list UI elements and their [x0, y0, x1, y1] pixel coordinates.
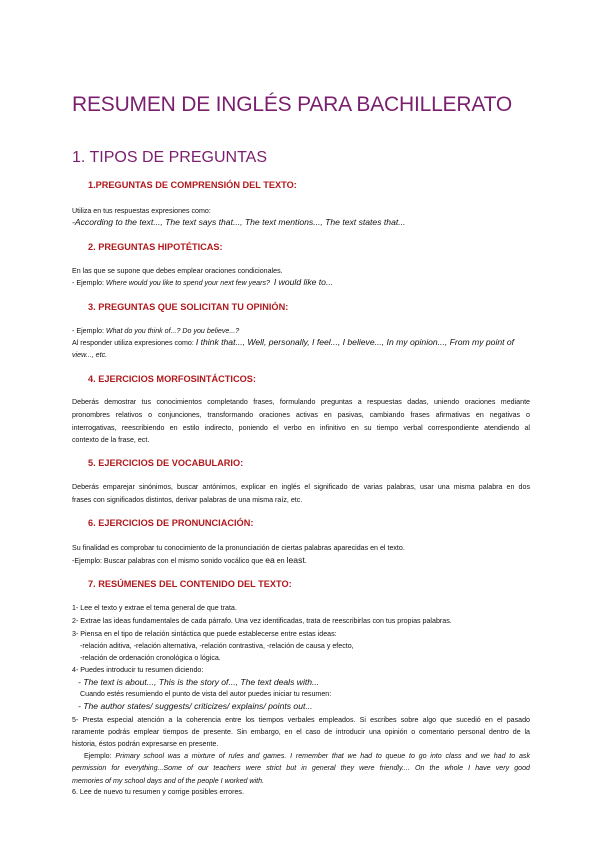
example-label: - Ejemplo:	[72, 327, 106, 335]
example-questions: What do you think of...? Do you believe...?	[105, 327, 240, 335]
resumen-step-4: 4- Puedes introducir tu resumen diciendo:	[72, 666, 204, 674]
opinion-expressions	[72, 337, 514, 350]
example-line	[72, 750, 530, 762]
paragraph-line: Deberás emparejar sinónimos, buscar antónimos, explicar en inglés el significado de varias palabras, usar una misma palabra en dos	[72, 483, 530, 491]
paragraph-line: frases con significados distintos, derivar palabras de una misma raíz, etc.	[72, 495, 303, 504]
morfosintacticos-paragraph	[72, 396, 530, 447]
expressions-label: Al responder utiliza expresiones como:	[72, 339, 196, 347]
expressions-list: I think that..., Well, personally, I feel..., I believe..., In my opinion..., From my point of	[195, 337, 515, 347]
hipoteticas-intro: En las que se supone que debes emplear oraciones condicionales.	[72, 267, 283, 275]
paragraph-line: contexto de la frase, ect.	[72, 436, 150, 445]
paragraph-line: 5- Presta especial atención a la coherencia entre los tiempos verbales empleados. Si escribes sobre algo que sucedió en el pasado	[72, 716, 530, 724]
paragraph-line: pronombres relativos o conjunciones, transformando oraciones activas en pasivas, cambiando frases afirmativas en negativas o	[72, 410, 530, 419]
example-label: - Ejemplo:	[72, 279, 106, 287]
paragraph-line: raramente podrás emplear tiempos de presente. Sin embargo, en el caso de introducir una opinión o comentario personal dentro de la	[72, 728, 530, 737]
resumen-step-3-relations: -relación aditiva, -relación alternativa, -relación contrastiva, -relación de causa y efecto,	[80, 642, 354, 650]
document-title: RESUMEN DE INGLÉS PARA BACHILLERATO	[72, 93, 512, 116]
resumen-step-4-author: Cuando estés resumiendo el punto de vista del autor puedes iniciar tu resumen:	[80, 690, 332, 698]
example-period: .	[304, 557, 307, 565]
resumen-step-6: 6. Lee de nuevo tu resumen y corrige posibles errores.	[72, 788, 244, 796]
example-label: Ejemplo:	[84, 752, 116, 760]
heading-vocabulario: 5. EJERCICIOS DE VOCABULARIO:	[88, 458, 244, 468]
pronunciacion-example	[72, 555, 307, 568]
resumen-step-4-author-phrases: - The author states/ suggests/ criticizes/ explains/ points out...	[78, 701, 313, 711]
resumen-step-5	[72, 714, 530, 751]
example-word: least	[286, 555, 305, 565]
resumen-step-2: 2- Extrae las ideas fundamentales de cada párrafo. Una vez identificadas, trata de reescribirlas con tus propias palabras.	[72, 617, 452, 625]
example-vowel: ea	[265, 555, 275, 565]
resumen-example	[72, 750, 530, 787]
resumen-step-4-phrases: - The text is about..., This is the story of..., The text deals with...	[78, 677, 320, 687]
resumen-step-3: 3- Piensa en el tipo de relación sintáctica que puede establecerse entre estas ideas:	[72, 630, 337, 638]
section-heading-tipos: 1. TIPOS DE PREGUNTAS	[72, 149, 268, 166]
example-answer: I would like to...	[273, 277, 334, 287]
comprension-intro: Utiliza en tus respuestas expresiones como:	[72, 207, 211, 215]
heading-resumenes: 7. RESÚMENES DEL CONTENIDO DEL TEXTO:	[88, 579, 292, 589]
pronunciacion-intro: Su finalidad es comprobar tu conocimiento de la pronunciación de ciertas palabras aparecidas en el texto.	[72, 544, 405, 552]
heading-hipoteticas: 2. PREGUNTAS HIPOTÉTICAS:	[88, 242, 223, 252]
example-line: memories of my school days and of the people I worked with.	[72, 776, 265, 785]
paragraph-line: historia, éstos podrán expresarse en presente.	[72, 740, 219, 749]
comprension-expressions: -According to the text..., The text says that..., The text mentions..., The text states that...	[72, 217, 406, 227]
paragraph-line: Deberás demostrar tus conocimientos completando frases, formulando preguntas a respuestas dadas, uniendo oraciones mediante	[72, 398, 530, 406]
opinion-expressions-cont: view..., etc.	[72, 351, 108, 359]
paragraph-line: interrogativas, reescribiendo en estilo indirecto, poniendo el verbo en infinitivo en su tiempo verbal correspondiente atendiendo al	[72, 423, 530, 432]
example-line: permission for everything...Some of our teachers were strict but in general they were friendly.... On the whole I have very good	[72, 764, 530, 773]
example-question: Where would you like to spend your next few years?	[105, 279, 270, 287]
hipoteticas-example	[72, 277, 333, 290]
vocabulario-paragraph	[72, 481, 530, 507]
opinion-example	[72, 326, 239, 338]
example-connector: en	[274, 557, 287, 565]
example-text: Primary school was a mixture of rules and games. I remember that we had to queue to go into class and we had to ask	[115, 752, 530, 760]
example-text: -Ejemplo: Buscar palabras con el mismo sonido vocálico que	[72, 557, 266, 565]
heading-pronunciacion: 6. EJERCICIOS DE PRONUNCIACIÓN:	[88, 518, 254, 528]
heading-morfosintacticos: 4. EJERCICIOS MORFOSINTÁCTICOS:	[88, 374, 256, 384]
heading-comprension: 1.PREGUNTAS DE COMPRENSIÓN DEL TEXTO:	[88, 180, 297, 190]
resumen-step-1: 1- Lee el texto y extrae el tema general de que trata.	[72, 604, 237, 612]
resumen-step-3-relations-cont: -relación de ordenación cronológica o lógica.	[80, 654, 221, 662]
heading-opinion: 3. PREGUNTAS QUE SOLICITAN TU OPINIÓN:	[88, 302, 289, 312]
